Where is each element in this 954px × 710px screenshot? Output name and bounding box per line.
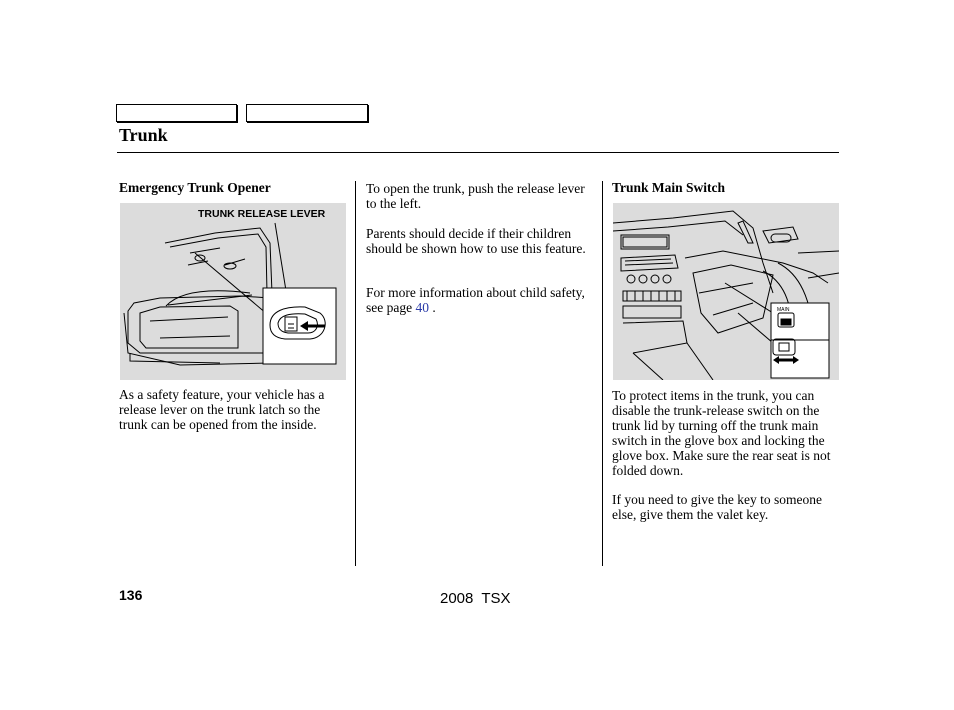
model-year: 2008 xyxy=(440,590,474,607)
model-name: TSX xyxy=(481,590,511,607)
page-title: Trunk xyxy=(119,125,168,145)
open-trunk-paragraph: To open the trunk, push the release lever to the left. xyxy=(366,181,585,211)
trunk-release-lever-label: TRUNK RELEASE LEVER xyxy=(198,208,326,220)
trunk-main-switch-heading: Trunk Main Switch xyxy=(612,180,726,195)
header-tab-2[interactable] xyxy=(246,104,368,122)
parents-paragraph: Parents should decide if their children should be shown how to use this feature. xyxy=(366,226,586,256)
glovebox-illustration xyxy=(613,203,839,380)
page-number: 136 xyxy=(119,587,143,603)
protect-items-paragraph: To protect items in the trunk, you can disable the trunk-release switch on the trunk lid by turning off the trunk main switch in the glove box and locking the glove box. Make sure the rear seat is not folded down. xyxy=(612,388,831,478)
main-switch-label: MAIN xyxy=(777,307,790,313)
trunk-illustration xyxy=(120,203,346,380)
child-safety-text: For more information about child safety, see page xyxy=(366,285,585,315)
child-safety-end: . xyxy=(428,300,436,315)
emergency-trunk-opener-heading: Emergency Trunk Opener xyxy=(119,180,271,195)
title-rule xyxy=(117,152,839,153)
valet-key-paragraph: If you need to give the key to someone else, give them the valet key. xyxy=(612,492,822,522)
footer-model xyxy=(440,590,511,607)
trunk-main-switch-figure xyxy=(613,203,839,380)
trunk-release-lever-figure xyxy=(120,203,346,380)
header-tab-1[interactable] xyxy=(116,104,237,122)
column-divider-2 xyxy=(602,181,603,566)
column-divider-1 xyxy=(355,181,356,566)
safety-feature-paragraph: As a safety feature, your vehicle has a release lever on the trunk latch so the trunk can be opened from the inside. xyxy=(119,387,325,432)
child-safety-paragraph xyxy=(366,285,594,315)
page-40-link[interactable]: 40 xyxy=(415,300,429,315)
